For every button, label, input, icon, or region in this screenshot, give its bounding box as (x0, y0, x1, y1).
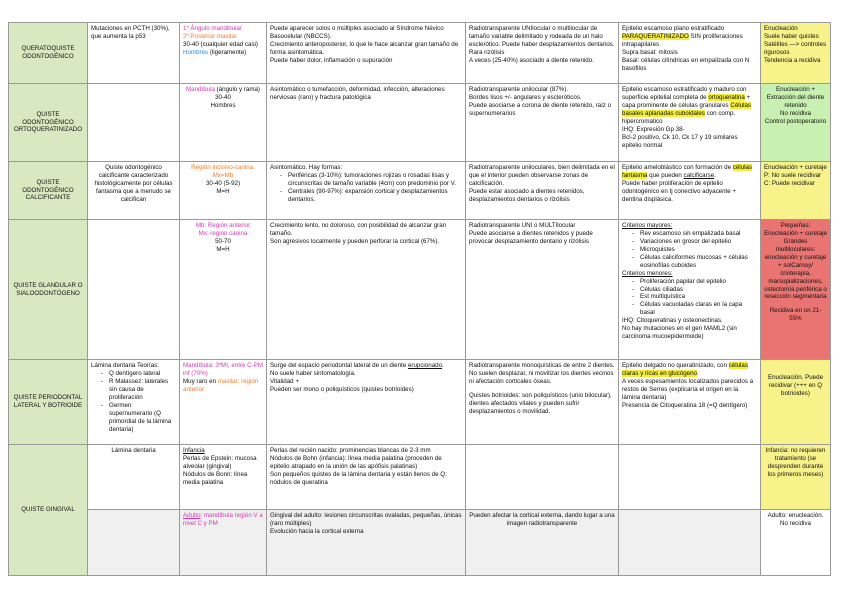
radiology-cell (466, 84, 619, 162)
radiology-cell (466, 510, 619, 576)
cyst-name: QUISTE GINGIVAL (9, 445, 88, 576)
location-text: : mandíbula región V a nivel C y PM (183, 512, 263, 527)
clinic-text: Gingival del adulto: lesiones circunscritas ovaladas, pequeñas, únicas (raro múltiples) (270, 512, 462, 527)
genetics-cell (88, 445, 180, 510)
radio-text: Radiotransparente UNIlocular o multilocular de tamaño variable delimitado y rodeada de un halo esclerótico. Puede haber desplazamientos dentarios. Rara rizólisis (469, 25, 615, 56)
histo-text: Supra basal: mitosis (622, 48, 678, 56)
clinic-cell (267, 445, 466, 510)
treatment-cell (761, 84, 831, 162)
treatment-cell (761, 510, 831, 576)
radio-text: Puede estar asociado a dientes retenidos, desplazamientos dentarios o rizólisis (469, 187, 585, 203)
treatment-text: No recidiva (780, 109, 811, 117)
treatment-cell (761, 220, 831, 360)
table-row (9, 84, 831, 162)
treatment-text: No recidiva (780, 519, 811, 527)
clinic-text: Crecimiento lento, no doloroso, con posibilidad de alcanzar gran tamaño. (270, 222, 447, 237)
location-text: Mandíbula: 3ºMI, entre C-PM inf (70%) (183, 362, 263, 377)
treatment-text: Grandes multiloculares: enucleación y curetaje + solCarnoy/ crioterapia, marsupializaciones, ostectomía periférica o resección segmentaria (764, 237, 827, 301)
histo-text: con comp. hipercromatico (622, 109, 736, 125)
clinic-text: Nódulos de Bohn (infancia): línea media palatina (proceden de epitelio atrapado en la unión de las apófisis palatinas) (270, 454, 442, 470)
list-item: - Germen supernumerario (Q primordial de la lámina dentaria) (101, 402, 176, 434)
cyst-name: QUISTE PERIODONTAL LATERAL Y BOTRIOIDE (9, 360, 88, 445)
histo-text: Presencia de Citoqueratina 18 (=Q dentígero) (622, 401, 748, 409)
histo-text: que pueden (647, 171, 684, 179)
genetics-cell (88, 360, 180, 445)
clinic-cell (267, 84, 466, 162)
radio-text: A veces (25-40%) asociado a diente retenido. (469, 56, 594, 64)
histology-cell (619, 23, 761, 84)
genetics-cell (88, 220, 180, 360)
radio-text: Radiotransparente unilocular (87%). (469, 86, 569, 93)
list-item: - Centrales (90-97%): expansión cortical y desplazamientos dentarios. (280, 188, 462, 204)
list-item: - Est multiquística (632, 293, 757, 301)
location-text: M=H (216, 245, 230, 253)
clinic-cell (267, 510, 466, 576)
location-cell (180, 84, 267, 162)
histo-highlight: células claras y ricas en glucógeno (622, 362, 748, 377)
radio-text: Radiotransparente uniloculares, bien delimitada en el que el interior pueden observarse zonas de calcificación. (469, 164, 615, 187)
histo-text: Basal: células cilíndricas en empalizada con N basofilos (622, 56, 750, 72)
treatment-text: Enucleación + Extracción del diente retenido (766, 86, 825, 109)
table-row (9, 23, 831, 84)
radio-text: Radiotransparente monoquísticas de entre 2 dientes. No suelen desplazar, ni movilizar los dientes vecinos ni afectación corticales óseas. (469, 362, 615, 385)
treatment-cell (761, 162, 831, 220)
histo-text: Epitelio escamoso estratificado y maduro con superficie epitelial completa de (622, 86, 747, 101)
histo-highlight: PARAQUERATINIZADO (622, 32, 689, 40)
histo-text: IHQ: Expresión Gp 38- (622, 125, 685, 133)
list-item: - Rev escamoso sin empalizada basal (632, 230, 757, 238)
list-item: - Células vacuoladas claras en la capa basal (632, 301, 757, 317)
clinic-text: Puede aparecer solos o múltiples asociado al Síndrome Névico Basocelular (NBCCS). (270, 25, 444, 40)
location-cell (180, 162, 267, 220)
treatment-text: Enucleación + curetaje (764, 164, 827, 171)
histology-cell (619, 510, 761, 576)
radio-text: Pueden afectar la cortical externa, dando lugar a una imagen radiotransparente (469, 512, 615, 527)
radio-text: Puede asociarse a dientes retenidos y puede provocar desplazamiento dentario y rizólisis (469, 229, 593, 245)
histo-text: IHQ: Citoqueratinas y osteonectinas. (622, 317, 723, 325)
list-item: - Células ciliadas (632, 286, 757, 294)
treatment-cell (761, 360, 831, 445)
histo-text: Puede haber proliferación de epitelio odontogénico en tj conectivo adyacente + dentina displásica. (622, 179, 737, 203)
radiology-cell (466, 360, 619, 445)
location-cell (180, 360, 267, 445)
clinic-text: Son agresivos localmente y pueden perforar la cortical (67%). (270, 237, 440, 245)
radiology-cell (466, 220, 619, 360)
cyst-name: QUERATOQUISTE ODONTOGÉNICO (9, 23, 88, 84)
location-text: Mandíbula (186, 86, 215, 93)
clinic-text: Surge del espacio periodontal lateral de un diente (270, 362, 408, 369)
treatment-text: Adulto: enucleación. (767, 512, 824, 519)
table-row (9, 445, 831, 510)
histology-cell (619, 360, 761, 445)
treatment-text: C: Puede recidivar (764, 179, 815, 187)
list-item: - Variaciones en grosor del epitelio (632, 238, 757, 246)
location-cell (180, 23, 267, 84)
location-text: (ángulo y rama) (214, 86, 260, 93)
treatment-text: Tendencia a recidiva (764, 56, 821, 64)
treatment-cell (761, 445, 831, 510)
clinic-cell (267, 162, 466, 220)
genetics-text: Lámina dentaria (111, 447, 156, 454)
list-item: - Células caliciformes mucosas + células eosinofílas cuboides (632, 254, 757, 270)
clinic-text: Asintomático. Hay formas: (270, 164, 343, 171)
clinic-cell (267, 360, 466, 445)
radiology-cell (466, 445, 619, 510)
list-item: - Microquistes (632, 246, 757, 254)
location-text: Mb: Región anterior (195, 222, 251, 229)
treatment-text: Enucleación (764, 25, 798, 32)
genetics-text: que aumenta la p53 (91, 32, 146, 40)
histo-text: SIN proliferaciones intrapapilares (622, 32, 743, 48)
clinic-text: Pueden ser mono o poliquísticos (quistes botrioides) (270, 385, 414, 393)
histo-text: . (714, 171, 716, 179)
clinic-cell (267, 23, 466, 84)
radio-text: Puede asociarse a corona de diente retenido, raíz o supernumerarios (469, 101, 612, 117)
histology-cell (619, 162, 761, 220)
radio-text: Bordes lisos +/- angulares y escleróticos. (469, 93, 582, 101)
table-row (9, 162, 831, 220)
treatment-text: Recidiva en un 21-55% (769, 307, 822, 323)
criteria-title: Criterios mayores: (622, 222, 673, 229)
clinic-cell (267, 220, 466, 360)
treatment-text: Pequeñas: Enucleación + curetaje (764, 222, 827, 237)
location-text: 30-40 (cualquier edad casi) (183, 40, 258, 48)
clinic-text: erupcionado (407, 362, 443, 369)
clinic-text: Son pequeños quistes de la lámina dentaria y están llenos de Q: nódulos de queratina (270, 470, 447, 486)
genetics-cell (88, 162, 180, 220)
clinic-text: Perlas del recién nacido: prominencias blancas de 2-3 mm (270, 447, 431, 454)
location-text: 1º Ángulo mandibular (183, 25, 243, 32)
histo-highlight: Células basales aplanadas cuboidales (622, 101, 752, 117)
histo-text: calcificarse (683, 171, 715, 179)
location-text: Región incisivo-canina. (191, 164, 255, 171)
subgroup-title: Infancia (183, 447, 205, 454)
table-row (9, 220, 831, 360)
histo-text: Epitelio ameloblástico con formación de (622, 164, 733, 171)
location-text: Hombres (210, 101, 236, 109)
clinic-text: Puede haber dolor, inflamación o supuración (270, 56, 393, 64)
clinic-text: No suele haber sintomatología. (270, 369, 356, 377)
treatment-cell (761, 23, 831, 84)
table-row (9, 510, 831, 576)
genetics-text: Mutaciones en PCTH (30%), (91, 25, 170, 32)
list-item: - Proliferación papilar del epitelio (632, 278, 757, 286)
location-text: Muy raro en (183, 377, 218, 385)
genetics-cell (88, 23, 180, 84)
histo-highlight: células fantasma (622, 164, 753, 179)
location-text: Perlas de Epstein: mucosa alveolar (gingival) (183, 454, 257, 470)
location-text: Mx=Mb (212, 171, 234, 179)
genetics-cell (88, 84, 180, 162)
location-text: M=H (216, 187, 230, 195)
histo-text: Epitelio delgado no queratinizado, con (622, 362, 729, 369)
treatment-text: Infancia: no requieren tratamiento (se desprenden durante los primeros meses) (765, 447, 826, 478)
clinic-text: Vitalidad + (270, 377, 299, 385)
location-cell (180, 510, 267, 576)
location-text: 30-40 (5-92) (205, 179, 241, 187)
location-text: 50-70 (215, 237, 231, 245)
radiology-cell (466, 162, 619, 220)
location-cell (180, 445, 267, 510)
treatment-text: P: No suele recidivar (764, 171, 822, 179)
location-cell (180, 220, 267, 360)
location-text: (ligeramente) (208, 48, 247, 56)
location-text: Nódulos de Bonn: línea media palatina (183, 470, 248, 486)
criteria-title: Criterios menores: (622, 269, 673, 277)
histo-text: + capa prominente de células granulares (622, 93, 751, 109)
radio-text: Radiotransparente UNI o MULTIlocular (469, 222, 576, 229)
list-item: - Q dentígero lateral (101, 370, 176, 378)
clinic-text: Crecimiento anteroposterior, lo que le hace alcanzar gran tamaño de forma asintomática. (270, 40, 459, 56)
treatment-text: Suele haber quistes Satélites —> controles rigurosos (764, 32, 827, 56)
treatment-text: Enucleación. Puede recidivar (+++ en Q botrioides) (767, 374, 824, 397)
list-item: - Periféricas (3-10%): tumoraciones rojizas o rosadas lisas y circunscritas de tamaño variable (4cm) con predominio por V. (280, 172, 462, 188)
histo-text: Bcl-2 positivo, Ck 10, Ck 17 y 19 similares epitelio normal (622, 133, 738, 149)
location-text: Mx: región canina (198, 229, 248, 237)
histo-text: No hay mutaciones en el gen MAML2 (sin carcinoma mucoepidermoide) (622, 325, 737, 341)
histo-text: A veces espesamientos localizados parecidos a restos de Serres (explicaría el origen en la lámina dentaria) (622, 377, 754, 401)
genetics-text: Lámina dentaria Teorías: (91, 362, 159, 369)
location-text: 30-40 (215, 93, 231, 101)
location-text: maxilar: región anterior (183, 377, 259, 393)
histology-cell (619, 445, 761, 510)
table-row (9, 360, 831, 445)
genetics-text: Quiste odontogénico calcificante caracterizado histológicamente por células fantasma que a menudo se calcifican (94, 164, 173, 203)
treatment-text: Control postoperatorio (764, 117, 827, 125)
list-item: - R Malassez: laterales sin causa de proliferación (101, 378, 176, 402)
radiology-cell (466, 23, 619, 84)
radio-text: Quistes botrioides: son poliquísticos (unio bilocular), dientes afectados vitales y pueden sufrir desplazamientos o movilidad. (469, 391, 612, 415)
clinic-text: . (442, 362, 444, 369)
clinic-text: Asintomático o tumefacción, deformidad, infección, alteraciones nerviosas (raro) y fractura patológica (270, 86, 445, 101)
clinic-text: Evolución hacia la cortical externa (270, 527, 364, 535)
histology-cell (619, 220, 761, 360)
location-text: Hombres (183, 48, 209, 56)
cyst-name: QUISTE ODONTOGÉNICO ORTOQUERATINIZADO (9, 84, 88, 162)
genetics-cell (88, 510, 180, 576)
cysts-table (8, 22, 831, 576)
cyst-name: QUISTE ODONTOGÉNICO CALCIFICANTE (9, 162, 88, 220)
histo-text: . (696, 369, 699, 377)
histo-highlight: ortoqueratina (708, 93, 745, 101)
location-text: 2º Posterior maxilar (183, 32, 237, 40)
cyst-name: QUISTE GLANDULAR O SIALOODONTÓGENO (9, 220, 88, 360)
histo-text: Epitelio escamoso plano estratificado (622, 25, 725, 32)
subgroup-title: Adulto (183, 512, 201, 519)
histology-cell (619, 84, 761, 162)
